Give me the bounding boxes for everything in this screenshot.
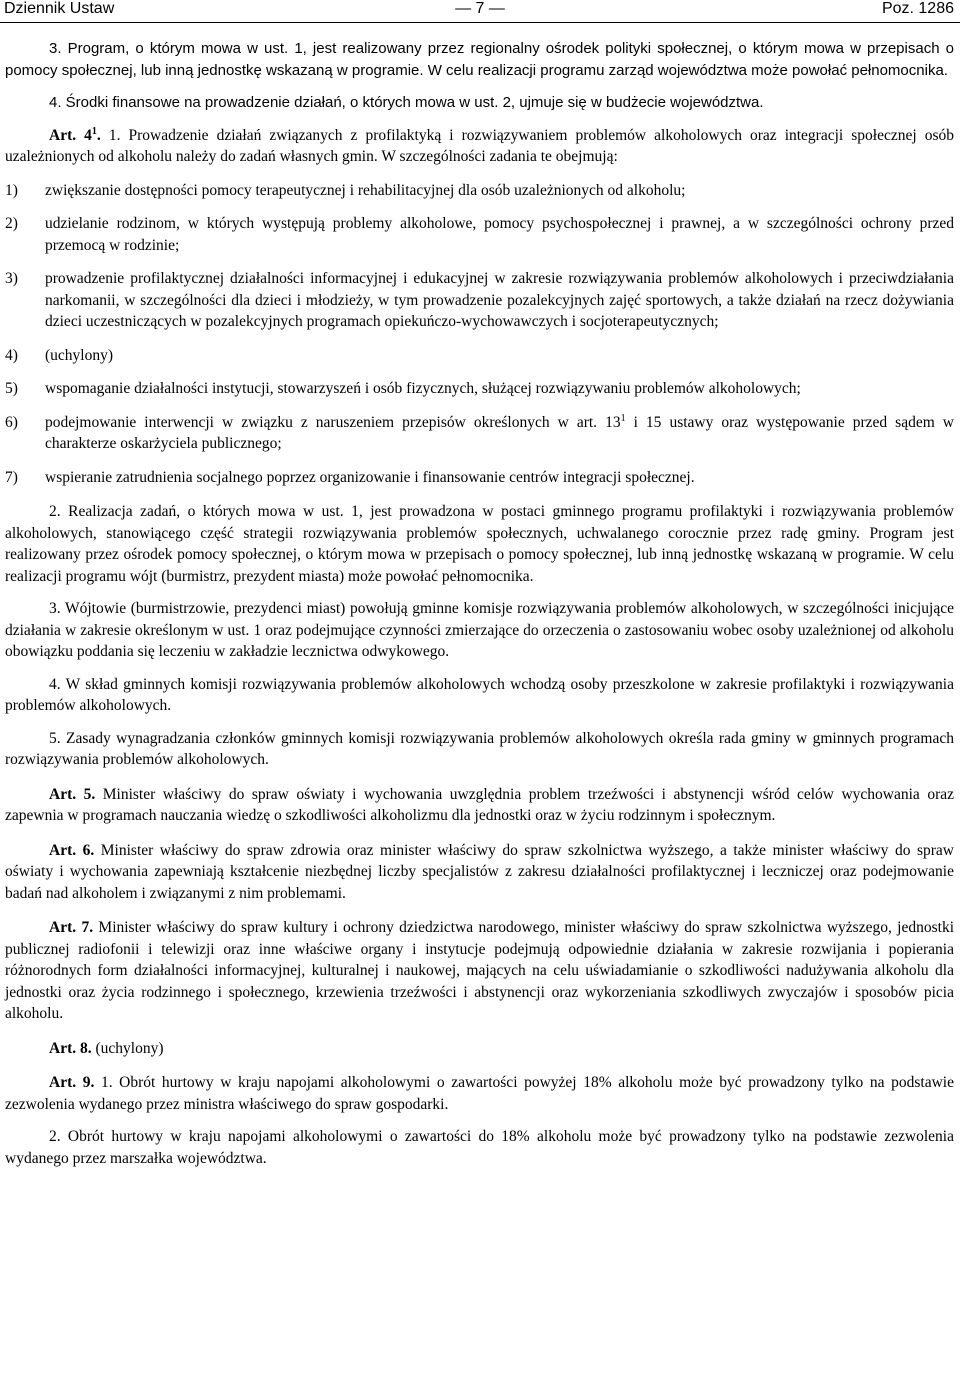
item-number: 5) xyxy=(5,380,18,397)
article-label: Art. 6. xyxy=(49,841,95,859)
page-number: — 7 — xyxy=(455,0,505,17)
item-text: prowadzenie profilaktycznej działalności informacyjnej i edukacyjnej w zakresie rozwiązywania problemów alkoholowych i przeciwdziałania narkomanii, w szczególności dla dzieci i młodzieży, w tym prowadzenie pozalekcyjnych zajęć sportowych, a także działań na rzecz dożywiania dzieci uczestniczących w pozalekcyjnych programach opiekuńczo-wychowawczych i socjoterapeutycznych; xyxy=(45,270,954,330)
article-label: Art. 7. xyxy=(49,919,94,936)
article-text: Minister właściwy do spraw kultury i ochrony dziedzictwa narodowego, minister właściwy do spraw szkolnictwa wyższego, jednostki publicznej radiofonii i telewizji oraz inne właściwe organy i instytucje podejmują odpowiednie działania w zakresie rozwijania i popierania różnorodnych form działalności informacyjnej, kulturalnej i naukowej, mających na celu uświadamianie o szkodliwości nadużywania alkoholu dla jednostki oraz życia rodzinnego i społecznego, krzewienia trzeźwości i abstynencji oraz wykorzeniania szkodliwych zwyczajów i sposobów picia alkoholu. xyxy=(5,919,954,1022)
item-number: 2) xyxy=(5,215,18,232)
article-text: 1. Prowadzenie działań związanych z profilaktyką i rozwiązywaniem problemów alkoholowych oraz integracji społecznej osób uzależnionych od alkoholu należy do zadań własnych gmin. W szczególności zadania te obejmują: xyxy=(5,126,954,165)
item-number: 3) xyxy=(5,270,18,287)
article-6 xyxy=(5,840,954,905)
page-header xyxy=(0,0,960,24)
item-text: wspieranie zatrudnienia socjalnego poprzez organizowanie i finansowanie centrów integracji społecznej. xyxy=(45,468,695,486)
list-item xyxy=(5,213,954,256)
position-number: Poz. 1286 xyxy=(881,0,954,17)
article-label: Art. 9. xyxy=(49,1074,95,1091)
superscript: 1 xyxy=(620,412,626,424)
article-label: Art. $4^1$. xyxy=(49,125,101,144)
article-4-paragraph-2: 2. Realizacja zadań, o których mowa w ust. 1, jest prowadzona w postaci gminnego programu profilaktyki i rozwiązywania problemów alkoholowych, stanowiącego część strategii rozwiązywania problemów społecznych, uchwalanego corocznie przez radę gminy. Program jest realizowany przez ośrodek pomocy społecznej, o którym mowa w przepisach o pomocy społecznej, lub inną jednostkę wskazaną w programie. W celu realizacji programu wójt (burmistrz, prezydent miasta) może powołać pełnomocnika. xyxy=(5,503,954,585)
article-4-1 xyxy=(5,125,954,168)
superscript: 1 xyxy=(91,125,97,137)
document-body xyxy=(5,38,954,1169)
article-7 xyxy=(5,917,954,1025)
item-number: 1) xyxy=(5,181,18,199)
paragraph-3: 3. Program, o którym mowa w ust. 1, jest realizowany przez regionalny ośrodek polityki społecznej, o którym mowa w przepisach o pomocy społecznej, lub inną jednostkę wskazaną w programie. W celu realizacji programu zarząd województwa może powołać pełnomocnika. xyxy=(5,40,954,79)
list-item xyxy=(5,412,954,455)
journal-title: Dziennik Ustaw xyxy=(4,0,115,17)
item-number: 7) xyxy=(5,468,18,486)
item-text: (uchylony) xyxy=(45,346,114,364)
article-4-paragraph-5: 5. Zasady wynagradzania członków gminnych komisji rozwiązywania problemów alkoholowych określa rada gminy w gminnych programach rozwiązywania problemów alkoholowych. xyxy=(5,729,954,768)
list-item xyxy=(5,345,954,367)
article-8 xyxy=(5,1038,954,1060)
header-rule xyxy=(0,22,960,23)
article-label: Art. 8. xyxy=(49,1039,92,1057)
list-item xyxy=(5,180,954,202)
article-label: Art. 5. xyxy=(49,785,96,803)
article-text: Minister właściwy do spraw oświaty i wychowania uwzględnia problem trzeźwości i abstynencji wśród celów wychowania oraz zapewnia w programach nauczania wiedzę o szkodliwości alkoholizmu dla jednostki oraz w życiu rodzinnym i społecznym. xyxy=(5,785,954,824)
item-text: udzielanie rodzinom, w których występują problemy alkoholowe, pomocy psychospołecznej i prawnej, a w szczególności ochrony przed przemocą w rodzinie; xyxy=(45,215,954,254)
list-item xyxy=(5,467,954,489)
article-9-paragraph-2: 2. Obrót hurtowy w kraju napojami alkoholowymi o zawartości do 18% alkoholu może być prowadzony tylko na podstawie zezwolenia wydanego przez marszałka województwa. xyxy=(5,1128,954,1167)
article-text: Minister właściwy do spraw zdrowia oraz minister właściwy do spraw szkolnictwa wyższego, a także minister właściwy do spraw oświaty i wychowania zapewniają kształcenie niezbędnej liczby specjalistów z zakresu działalności profilaktycznej i leczniczej oraz podejmowanie badań nad alkoholem i związanymi z nim problemami. xyxy=(5,841,954,902)
article-text: 1. Obrót hurtowy w kraju napojami alkoholowymi o zawartości powyżej 18% alkoholu może być prowadzony tylko na podstawie zezwolenia wydanego przez ministra właściwego do spraw gospodarki. xyxy=(5,1074,954,1113)
list-item xyxy=(5,378,954,400)
article-5 xyxy=(5,784,954,827)
paragraph-4: 4. Środki finansowe na prowadzenie działań, o których mowa w ust. 2, ujmuje się w budżecie województwa. xyxy=(49,94,764,111)
article-4-paragraph-3: 3. Wójtowie (burmistrzowie, prezydenci miast) powołują gminne komisje rozwiązywania problemów alkoholowych, w szczególności inicjujące działania w zakresie określonym w ust. 1 oraz podejmujące czynności zmierzające do orzeczenia o zastosowaniu wobec osoby uzależnionej od alkoholu obowiązku poddania się leczeniu w zakładzie lecznictwa odwykowego. xyxy=(5,600,954,660)
list-item xyxy=(5,268,954,333)
article-4-paragraph-4: 4. W skład gminnych komisji rozwiązywania problemów alkoholowych wchodzą osoby przeszkolone w zakresie profilaktyki i rozwiązywania problemów alkoholowych. xyxy=(5,675,954,714)
article-9 xyxy=(5,1072,954,1115)
item-number: 6) xyxy=(5,413,18,431)
item-text: wspomaganie działalności instytucji, stowarzyszeń i osób fizycznych, służącej rozwiązywaniu problemów alkoholowych; xyxy=(45,380,801,397)
item-text: podejmowanie interwencji w związku z naruszeniem przepisów określonych w art. $13^1$ i 15 ustawy oraz występowanie przed sądem w charakterze oskarżyciela publicznego; xyxy=(45,412,954,452)
item-text: zwiększanie dostępności pomocy terapeutycznej i rehabilitacyjnej dla osób uzależnionych od alkoholu; xyxy=(45,181,686,199)
item-number: 4) xyxy=(5,346,18,364)
article-text: (uchylony) xyxy=(91,1039,164,1057)
